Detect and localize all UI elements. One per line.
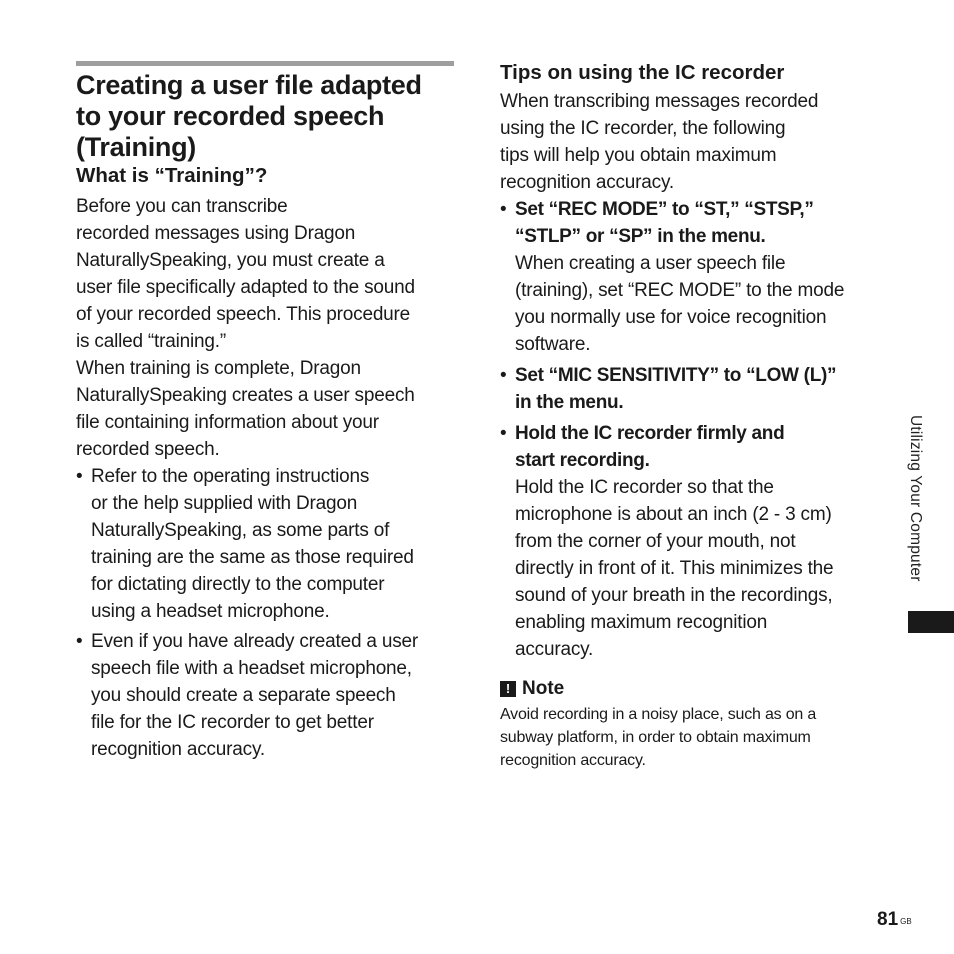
chapter-label: Utilizing Your Computer [907,414,924,582]
note-box [500,677,880,772]
body-line: using the IC recorder, the following [500,118,786,139]
training-notes-list [76,463,456,763]
body-line: recorded speech. [76,439,220,460]
chapter-side-tab [903,393,927,603]
tip-mic-sensitivity [500,362,880,416]
list-item [76,628,456,763]
title-line: Creating a user file adapted [76,70,422,100]
note-heading [500,677,880,701]
bullet-line: recognition accuracy. [91,739,265,760]
tip-body-line: enabling maximum recognition [515,612,768,633]
bullet-line: NaturallySpeaking, as some parts of [91,520,390,541]
bullet-line: training are the same as those required [91,547,414,568]
body-line: recognition accuracy. [500,172,674,193]
tip-body-line: Hold the IC recorder so that the [515,477,774,498]
body-line: file containing information about your [76,412,379,433]
body-line: NaturallySpeaking, you must create a [76,250,385,271]
body-line: When transcribing messages recorded [500,91,819,112]
what-is-training-heading: What is “Training”? [76,164,268,187]
page-suffix: GB [900,917,912,926]
tips-intro [500,88,880,196]
section-rule [76,61,454,66]
note-text [500,703,880,772]
tip-body-line: When creating a user speech file [515,253,786,274]
tip-body [515,474,880,663]
tip-rec-mode [500,196,880,358]
tips-heading: Tips on using the IC recorder [500,61,785,84]
title-line: (Training) [76,132,196,162]
body-line: of your recorded speech. This procedure [76,304,411,325]
bullet-line: speech file with a headset microphone, [91,658,412,679]
tips-list [500,196,880,663]
body-line: NaturallySpeaking creates a user speech [76,385,415,406]
bullet-line: file for the IC recorder to get better [91,712,374,733]
tip-head-line: “STLP” or “SP” in the menu. [515,226,766,247]
tip-body-line: you normally use for voice recognition [515,307,827,328]
body-line: recorded messages using Dragon [76,223,356,244]
tip-heading [515,420,880,474]
note-icon: ! [500,681,516,697]
chapter-marker [908,611,954,633]
tip-heading [515,362,880,416]
tip-body-line: microphone is about an inch (2 - 3 cm) [515,504,832,525]
note-line: subway platform, in order to obtain maximum [500,729,811,746]
title-line: to your recorded speech [76,101,385,131]
tip-head-line: start recording. [515,450,650,471]
bullet-line: Even if you have already created a user [91,631,419,652]
body-line: Before you can transcribe [76,196,288,217]
tip-head-line: Set “REC MODE” to “ST,” “STSP,” [515,199,814,220]
tip-body-line: from the corner of your mouth, not [515,531,796,552]
right-column [500,60,880,772]
note-line: Avoid recording in a noisy place, such as on a [500,706,817,723]
note-line: recognition accuracy. [500,752,646,769]
body-line: tips will help you obtain maximum [500,145,777,166]
body-line: When training is complete, Dragon [76,358,361,379]
page-title [76,70,456,163]
training-description [76,193,456,463]
tip-body-line: directly in front of it. This minimizes the [515,558,834,579]
body-line: is called “training.” [76,331,226,352]
body-line: user file specifically adapted to the sound [76,277,415,298]
tip-body [515,250,880,358]
tip-head-line: in the menu. [515,392,624,413]
note-label: Note [522,678,565,699]
tip-body-line: sound of your breath in the recordings, [515,585,833,606]
tip-body-line: (training), set “REC MODE” to the mode [515,280,845,301]
tip-head-line: Set “MIC SENSITIVITY” to “LOW (L)” [515,365,837,386]
tip-head-line: Hold the IC recorder firmly and [515,423,785,444]
bullet-line: or the help supplied with Dragon [91,493,358,514]
tip-hold-recorder [500,420,880,663]
bullet-line: Refer to the operating instructions [91,466,370,487]
tip-body-line: software. [515,334,591,355]
page-number [877,909,912,931]
left-column [76,61,456,763]
tip-heading [515,196,880,250]
bullet-line: using a headset microphone. [91,601,330,622]
bullet-line: you should create a separate speech [91,685,396,706]
tip-body-line: accuracy. [515,639,594,660]
list-item [76,463,456,625]
page-number-value: 81 [877,909,899,930]
bullet-line: for dictating directly to the computer [91,574,385,595]
